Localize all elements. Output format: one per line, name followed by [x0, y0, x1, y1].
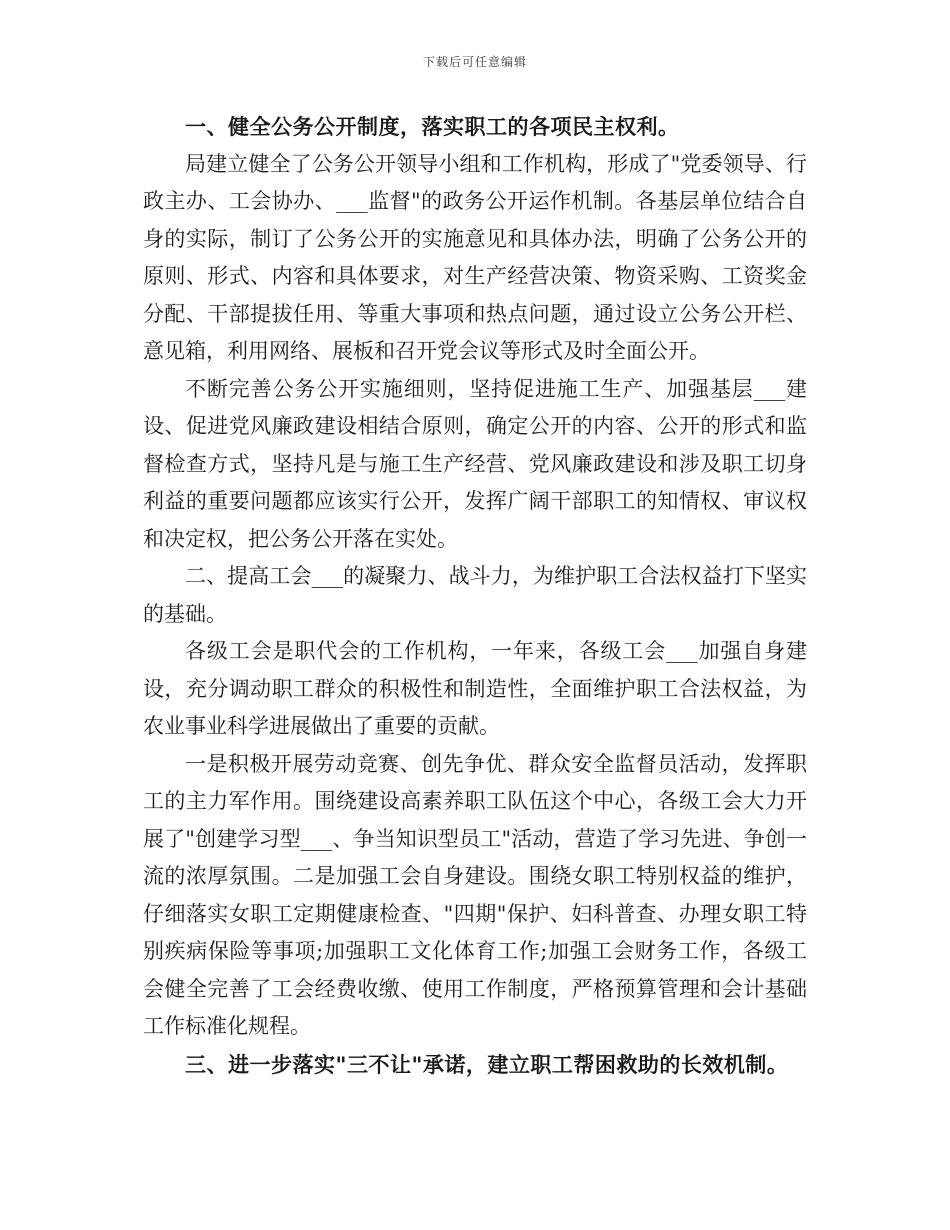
section-heading-1: 一、健全公务公开制度，落实职工的各项民主权利。 [185, 114, 680, 139]
paragraph-4: 一是积极开展劳动竞赛、创先争优、群众安全监督员活动，发挥职工的主力军作用。围绕建设高素养职工队伍这个中心，各级工会大力开展了"创建学习型___、争当知识型员工"活动，营造了学习先进、争创一流的浓厚氛围。二是加强工会自身建设。围绕女职工特别权益的维护，仔细落实女职工定期健康检查、"四期"保护、妇科普查、办理女职工特别疾病保险等事项;加强职工文化体育工作;加强工会财务工作，各级工会健全完善了工会经费收缴、使用工作制度，严格预算管理和会计基础工作标准化规程。 [143, 751, 807, 1038]
section-heading-3: 三、进一步落实"三不让"承诺，建立职工帮困救助的长效机制。 [185, 1051, 789, 1077]
section-heading-2: 二、提高工会___的凝聚力、战斗力，为维护职工合法权益打下坚实的基础。 [143, 564, 807, 626]
paragraph-3: 各级工会是职代会的工作机构，一年来，各级工会___加强自身建设，充分调动职工群众的积极性和制造性，全面维护职工合法权益，为农业事业科学进展做出了重要的贡献。 [143, 639, 807, 738]
document-body [143, 108, 807, 1083]
paragraph-2: 不断完善公务公开实施细则，坚持促进施工生产、加强基层___建设、促进党风廉政建设相结合原则，确定公开的内容、公开的形式和监督检查方式，坚持凡是与施工生产经营、党风廉政建设和涉及职工切身利益的重要问题都应该实行公开，发挥广阔干部职工的知情权、审议权和决定权，把公务公开落在实处。 [143, 376, 807, 551]
header-note: 下载后可任意编辑 [422, 55, 527, 69]
paragraph-1: 局建立健全了公务公开领导小组和工作机构，形成了"党委领导、行政主办、工会协办、___监督"的政务公开运作机制。各基层单位结合自身的实际，制订了公务公开的实施意见和具体办法，明确了公务公开的原则、形式、内容和具体要求，对生产经营决策、物资采购、工资奖金分配、干部提拔任用、等重大事项和热点问题，通过设立公务公开栏、意见箱，利用网络、展板和召开党会议等形式及时全面公开。 [143, 151, 807, 363]
